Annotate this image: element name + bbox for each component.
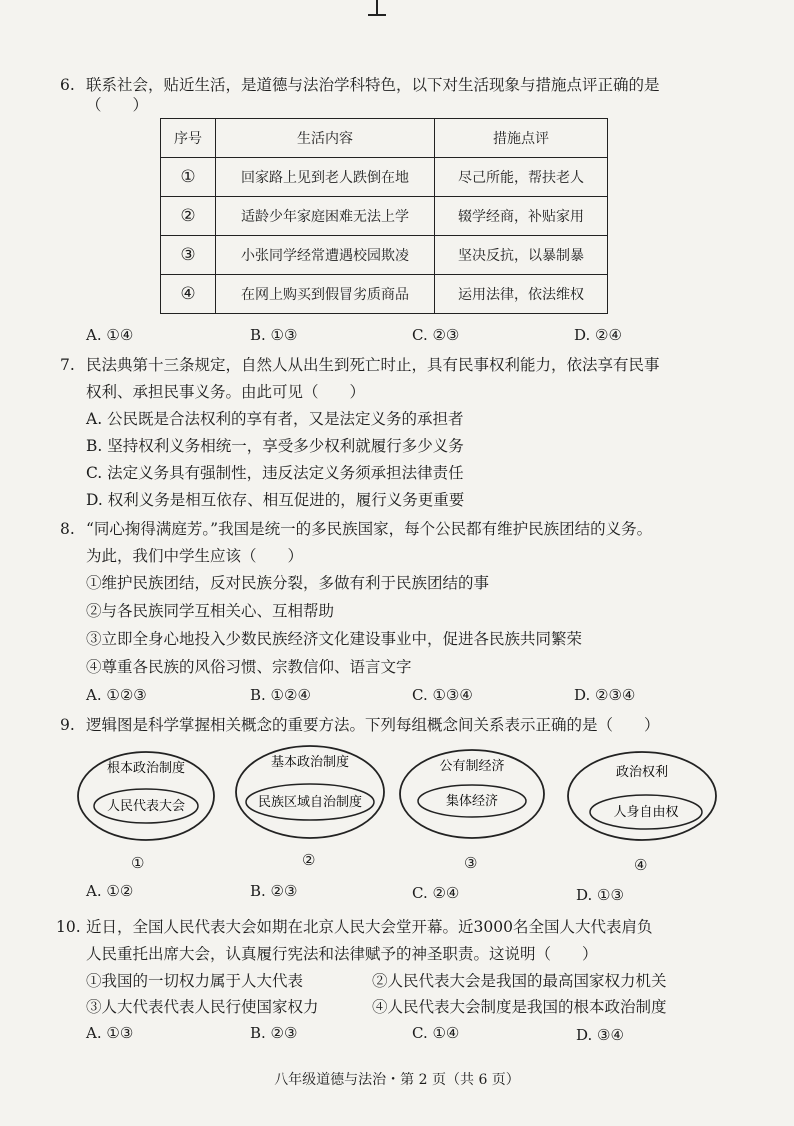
table-cell: 坚决反抗，以暴制暴: [435, 236, 608, 275]
question-stem: 民法典第十三条规定，自然人从出生到死亡时止，具有民事权利能力，依法享有民事: [86, 356, 660, 374]
option-b[interactable]: B. ②③: [250, 882, 298, 900]
option-d[interactable]: D. ②③④: [574, 686, 636, 704]
option-b[interactable]: B. 坚持权利义务相统一，享受多少权利就履行多少义务: [86, 437, 464, 455]
option-d[interactable]: D. ③④: [576, 1026, 624, 1044]
table-cell: 小张同学经常遭遇校园欺凌: [216, 236, 435, 275]
diagram-number: ③: [464, 854, 478, 872]
question-stem: 联系社会，贴近生活，是道德与法治学科特色，以下对生活现象与措施点评正确的是: [86, 76, 660, 94]
table-cell: 回家路上见到老人跌倒在地: [216, 158, 435, 197]
statement-item: ③立即全身心地投入少数民族经济文化建设事业中，促进各民族共同繁荣: [86, 630, 583, 648]
table-header: 措施点评: [435, 119, 608, 158]
inner-label: 人身自由权: [613, 805, 679, 820]
table-header-row: [161, 119, 608, 158]
option-a[interactable]: A. 公民既是合法权利的享有者，又是法定义务的承担者: [86, 410, 464, 428]
question-stem: 逻辑图是科学掌握相关概念的重要方法。下列每组概念间关系表示正确的是（ ）: [86, 716, 660, 734]
table-header: 序号: [161, 119, 216, 158]
question-number: 10.: [56, 918, 81, 936]
table-cell: ③: [161, 236, 216, 275]
table-cell: 尽己所能，帮扶老人: [435, 158, 608, 197]
table-cell: ④: [161, 275, 216, 314]
binding-mark-base: [368, 14, 386, 16]
question-stem-cont: 为此，我们中学生应该（ ）: [86, 547, 304, 565]
question-stem-cont: 权利、承担民事义务。由此可见（ ）: [86, 383, 366, 401]
option-b[interactable]: B. ①③: [250, 326, 298, 344]
table-row: [161, 275, 608, 314]
question-stem: “同心掬得满庭芳。”我国是统一的多民族国家，每个公民都有维护民族团结的义务。: [86, 520, 653, 538]
statement-item: ②人民代表大会是我国的最高国家权力机关: [372, 972, 667, 990]
table-cell: 运用法律，依法维权: [435, 275, 608, 314]
diagram-number: ②: [302, 851, 316, 869]
diagram-number: ①: [131, 854, 145, 872]
outer-label: 政治权利: [615, 765, 669, 780]
option-a[interactable]: A. ①②: [86, 882, 134, 900]
statement-item: ④人民代表大会制度是我国的根本政治制度: [372, 998, 667, 1016]
statement-item: ①我国的一切权力属于人大代表: [86, 972, 304, 990]
table-row: [161, 197, 608, 236]
table-cell: 适龄少年家庭困难无法上学: [216, 197, 435, 236]
option-b[interactable]: B. ①②④: [250, 686, 311, 704]
life-table: [160, 118, 608, 314]
question-stem-cont: 人民重托出席大会，认真履行宪法和法律赋予的神圣职责。这说明（ ）: [86, 945, 598, 963]
table-cell: ②: [161, 197, 216, 236]
question-number: 7.: [60, 356, 75, 374]
diagram-2: [236, 746, 384, 838]
outer-label: 公有制经济: [439, 759, 505, 774]
answer-blank: （ ）: [86, 96, 149, 114]
inner-label: 集体经济: [445, 794, 499, 809]
statement-item: ③人大代表代表人民行使国家权力: [86, 998, 319, 1016]
table-row: [161, 158, 608, 197]
option-c[interactable]: C. 法定义务具有强制性，违反法定义务须承担法律责任: [86, 464, 464, 482]
option-d[interactable]: D. ②④: [574, 326, 622, 344]
outer-label: 根本政治制度: [106, 761, 186, 776]
logic-diagrams: [76, 744, 756, 844]
outer-label: 基本政治制度: [270, 755, 350, 770]
diagram-number: ④: [634, 856, 648, 874]
question-number: 6.: [60, 76, 75, 94]
question-number: 9.: [60, 716, 75, 734]
diagram-1: [78, 752, 214, 840]
option-a[interactable]: A. ①④: [86, 326, 134, 344]
diagram-4: [568, 752, 716, 840]
question-number: 8.: [60, 520, 75, 538]
inner-label: 民族区域自治制度: [257, 795, 363, 810]
table-cell: 辍学经商，补贴家用: [435, 197, 608, 236]
table-header: 生活内容: [216, 119, 435, 158]
option-c[interactable]: C. ②④: [412, 884, 460, 902]
table-cell: ①: [161, 158, 216, 197]
option-d[interactable]: D. ①③: [576, 886, 624, 904]
option-b[interactable]: B. ②③: [250, 1024, 298, 1042]
option-c[interactable]: C. ②③: [412, 326, 460, 344]
option-d[interactable]: D. 权利义务是相互依存、相互促进的，履行义务更重要: [86, 491, 465, 509]
option-a[interactable]: A. ①②③: [86, 686, 147, 704]
inner-label: 人民代表大会: [106, 799, 186, 814]
option-c[interactable]: C. ①③④: [412, 686, 473, 704]
diagram-3: [400, 750, 544, 838]
statement-item: ④尊重各民族的风俗习惯、宗教信仰、语言文字: [86, 658, 412, 676]
table-row: [161, 236, 608, 275]
option-c[interactable]: C. ①④: [412, 1024, 460, 1042]
option-a[interactable]: A. ①③: [86, 1024, 134, 1042]
statement-item: ②与各民族同学互相关心、互相帮助: [86, 602, 335, 620]
statement-item: ①维护民族团结，反对民族分裂，多做有利于民族团结的事: [86, 574, 490, 592]
page-footer: 八年级道德与法治・第 2 页（共 6 页）: [274, 1072, 520, 1088]
table-cell: 在网上购买到假冒劣质商品: [216, 275, 435, 314]
question-stem: 近日，全国人民代表大会如期在北京人民大会堂开幕。近3000名全国人大代表肩负: [86, 918, 653, 936]
